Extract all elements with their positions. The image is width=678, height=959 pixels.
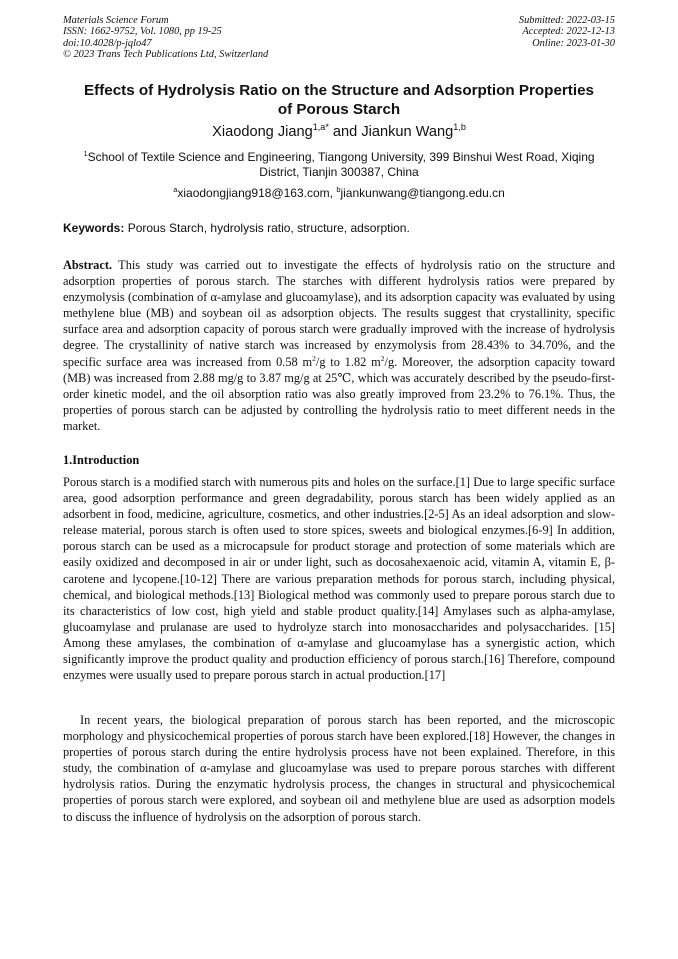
journal-header [63,15,268,61]
abstract-text: /g to 1.82 m [315,354,381,369]
author-affiliation-mark: 1,a* [312,122,329,133]
email-mark: a [173,185,178,194]
date-header [519,15,615,49]
intro-paragraph: In recent years, the biological preparation of porous starch has been reported, and the microscopic morphology and physicochemical properties of porous starch have been explored.[18] However, the changes in properties of porous starch during the entire hydrolysis process have not been explained. Therefore, in this study, the combination of α-amylase and glucoamylase was used to prepare porous starches with different hydrolysis ratios. During the enzymatic hydrolysis process, the changes in structural and physicochemical properties of porous starch were explored, and soybean oil and methylene blue are used as adsorption models to discuss the influence of hydrolysis on the adsorption of porous starch. [63,713,615,824]
abstract-text: /g. Moreover, the adsorption capacity toward (MB) was increased from 2.88 mg/g to 3.87 mg/g at 25℃, which was accurately described by the pseudo-first-order kinetic model, and the oil absorption ratio was also greatly improved from 23.2% to 76.1%. Thus, the properties of porous starch can be adjusted by controlling the hydrolysis ratio to meet different needs in the market. [63,354,615,433]
title-line-2: of Porous Starch [277,101,401,118]
journal-copyright: © 2023 Trans Tech Publications Ltd, Switzerland [63,49,269,61]
affiliation [63,150,615,180]
author-emails [40,186,638,201]
email-link: jiankunwang@tiangong.edu.cn [340,186,505,200]
abstract-label: Abstract. [63,258,113,272]
abstract [63,257,615,434]
author-conjunction: and [328,124,362,140]
author-affiliation-mark: 1,b [453,122,466,133]
author-name: Xiaodong Jiang [212,124,313,140]
accepted-date: Accepted: 2022-12-13 [522,26,615,38]
superscript: 2 [312,353,316,363]
email-mark: b [336,185,341,194]
intro-paragraph: Porous starch is a modified starch with numerous pits and holes on the surface.[1] Due to large specific surface area, good adsorption performance and green degradability, porous starch has been widely applied as an adsorbent in food, medicine, agriculture, cosmetics, and other industries.[2-5] As an ideal adsorption and slow-release material, porous starch is often used to store spices, sweets and biological enzymes.[6-9] In addition, porous starch can be used as a microcapsule for product storage and protection of some materials which are easily oxidized and decomposed in air or under light, such as docosahexaenoic acid, vitamin A, vitamin E, β-carotene and lycopene.[10-12] There are various preparation methods for porous starch, including physical, chemical, and biological methods.[13] Biological method was commonly used to prepare porous starch due to its characteristics of low cost, high yield and stable product quality.[14] Amylases such as alpha-amylase, glucoamylase and prulanase are used to hydrolyze starch into monosaccharides and polysaccharides. [15] Among these amylases, the combination of α-amylase and glucoamylase has a synergistic action, which significantly improve the product quality and production efficiency of porous starch.[16] Therefore, compound enzymes were usually used to prepare porous starch in actual production.[17] [63,475,615,683]
submitted-date: Submitted: 2022-03-15 [518,15,615,26]
keywords-label: Keywords: [63,221,125,235]
journal-doi: doi:10.4028/p-jqlo47 [63,37,152,49]
email-link: xiaodongjiang918@163.com, [177,186,337,200]
paper-title [40,81,638,119]
journal-name: Materials Science Forum [63,15,169,26]
abstract-text: This study was carried out to investigate the effects of hydrolysis ratio on the structure and adsorption properties of porous starch. The starches with different hydrolysis ratios were prepared by enzymolysis (combination of α-amylase and glucoamylase), and its adsorption capacity was evaluated by using methylene blue (MB) and soybean oil as adsorption objects. The results suggest that crystallinity, specific surface area and adsorption capacity of porous starch were gradually improved with the increase of hydrolysis degree. The crystallinity of native starch was increased by enzymolysis from 28.43% to 34.70%, and the specific surface area was increased from 0.58 m [63,258,615,369]
online-date: Online: 2023-01-30 [532,37,615,49]
section-heading: 1.Introduction [63,453,140,467]
journal-issn: ISSN: 1662-9752, Vol. 1080, pp 19-25 [63,26,222,38]
superscript: 2 [380,353,385,363]
affiliation-text: School of Textile Science and Engineering, Tiangong University, 399 Binshui West Road, Xiqing District, Tianjin 300387, China [87,150,595,179]
author-list [40,124,638,141]
affiliation-mark: 1 [83,149,88,158]
author-name: Jiankun Wang [361,124,454,140]
keywords [63,221,615,236]
title-line-1: Effects of Hydrolysis Ratio on the Structure and Adsorption Properties [84,82,594,99]
keywords-text: Porous Starch, hydrolysis ratio, structure, adsorption. [124,221,410,235]
